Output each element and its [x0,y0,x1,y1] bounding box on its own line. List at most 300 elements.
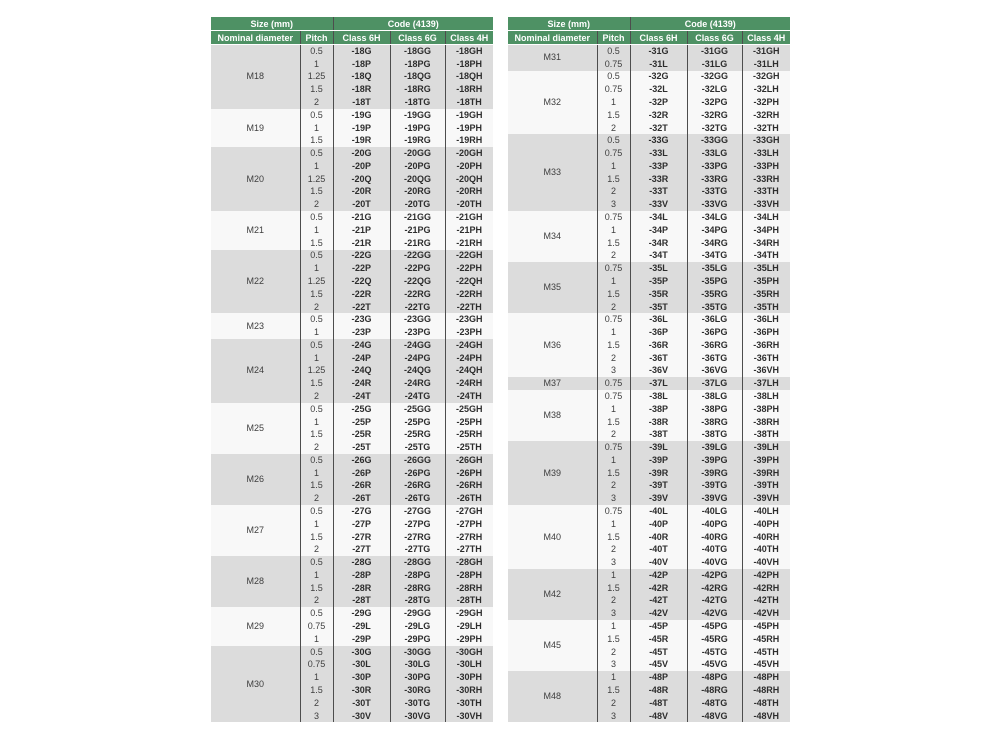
code-6g-cell: -36LG [687,313,742,326]
code-6h-cell: -36V [630,365,687,378]
pitch-cell: 0.5 [300,646,333,659]
code-4h-cell: -22TH [445,301,493,314]
table-row [211,250,493,263]
code-6g-cell: -27GG [390,505,445,518]
size-group-header: Size (mm) [211,17,333,31]
pitch-cell: 0.5 [300,339,333,352]
code-4h-cell: -21PH [445,224,493,237]
code-4h-cell: -26RH [445,480,493,493]
code-6g-cell: -38LG [687,390,742,403]
pitch-cell: 1 [597,569,630,582]
code-6h-cell: -29L [333,620,390,633]
table-row [211,339,493,352]
nominal-diameter-cell: M34 [508,211,597,262]
code-6h-cell: -45V [630,659,687,672]
code-4h-cell: -45TH [742,646,790,659]
code-4h-cell: -28RH [445,582,493,595]
pitch-cell: 2 [597,543,630,556]
code-6g-cell: -30PG [390,671,445,684]
pitch-cell: 2 [597,595,630,608]
col-header-class-6g: Class 6G [390,31,445,45]
code-6h-cell: -48V [630,710,687,723]
code-4h-cell: -38TH [742,428,790,441]
code-6g-cell: -20GG [390,147,445,160]
code-4h-cell: -42RH [742,582,790,595]
code-4h-cell: -22PH [445,262,493,275]
code-4h-cell: -29LH [445,620,493,633]
code-6h-cell: -24P [333,352,390,365]
code-4h-cell: -33GH [742,134,790,147]
pitch-cell: 1.5 [597,684,630,697]
code-6g-cell: -28RG [390,582,445,595]
code-6g-cell: -28TG [390,595,445,608]
code-4h-cell: -42PH [742,569,790,582]
table-row [211,646,493,659]
code-4h-cell: -39RH [742,467,790,480]
code-6h-cell: -35T [630,301,687,314]
code-6g-cell: -29PG [390,633,445,646]
code-4h-cell: -36PH [742,326,790,339]
pitch-cell: 2 [300,96,333,109]
nominal-diameter-cell: M40 [508,505,597,569]
code-6h-cell: -35R [630,288,687,301]
code-4h-cell: -27GH [445,505,493,518]
code-6h-cell: -20T [333,198,390,211]
code-6h-cell: -48R [630,684,687,697]
code-6h-cell: -34T [630,250,687,263]
code-6g-cell: -26TG [390,492,445,505]
code-6g-cell: -32TG [687,122,742,135]
code-6h-cell: -37L [630,377,687,390]
code-6g-cell: -31GG [687,45,742,58]
code-4h-cell: -25TH [445,441,493,454]
code-6h-cell: -26P [333,467,390,480]
code-6h-cell: -31L [630,58,687,71]
code-6h-cell: -25P [333,416,390,429]
code-6g-cell: -42RG [687,582,742,595]
pitch-cell: 3 [597,607,630,620]
code-6h-cell: -45R [630,633,687,646]
code-4h-cell: -21GH [445,211,493,224]
table-row [508,262,790,275]
nominal-diameter-cell: M18 [211,45,300,109]
table-row [508,313,790,326]
pitch-cell: 2 [300,697,333,710]
code-4h-cell: -39PH [742,454,790,467]
code-4h-cell: -18GH [445,45,493,58]
code-6g-cell: -19RG [390,134,445,147]
nominal-diameter-cell: M42 [508,569,597,620]
code-6g-cell: -25RG [390,428,445,441]
pitch-cell: 0.75 [597,313,630,326]
col-header-class-4h: Class 4H [742,31,790,45]
code-6h-cell: -28T [333,595,390,608]
code-6g-cell: -39PG [687,454,742,467]
table-row [508,211,790,224]
pitch-cell: 3 [300,710,333,723]
code-4h-cell: -28GH [445,556,493,569]
nominal-diameter-cell: M19 [211,109,300,147]
pitch-cell: 1.5 [300,428,333,441]
table-body [508,45,790,723]
code-4h-cell: -28PH [445,569,493,582]
code-6g-cell: -27RG [390,531,445,544]
code-6h-cell: -39L [630,441,687,454]
code-4h-cell: -27TH [445,543,493,556]
code-6g-cell: -26RG [390,480,445,493]
code-6g-cell: -22TG [390,301,445,314]
code-6h-cell: -40P [630,518,687,531]
pitch-cell: 1.25 [300,71,333,84]
code-6g-cell: -29LG [390,620,445,633]
code-4h-cell: -18TH [445,96,493,109]
code-6h-cell: -24Q [333,365,390,378]
nominal-diameter-cell: M48 [508,671,597,722]
nominal-diameter-cell: M26 [211,454,300,505]
code-4h-cell: -34PH [742,224,790,237]
table-row [508,505,790,518]
pitch-cell: 0.5 [300,607,333,620]
code-6h-cell: -32L [630,83,687,96]
code-6h-cell: -40T [630,543,687,556]
pitch-cell: 0.75 [597,390,630,403]
code-6g-cell: -19PG [390,122,445,135]
code-6h-cell: -42R [630,582,687,595]
code-4h-cell: -39LH [742,441,790,454]
code-6h-cell: -27P [333,518,390,531]
code-6g-cell: -22RG [390,288,445,301]
col-header-nominal-diameter: Nominal diameter [508,31,597,45]
code-6h-cell: -20P [333,160,390,173]
pitch-cell: 2 [300,198,333,211]
col-header-class-6h: Class 6H [333,31,390,45]
code-4h-cell: -36RH [742,339,790,352]
code-4h-cell: -33PH [742,160,790,173]
pitch-cell: 1 [300,671,333,684]
col-header-class-6h: Class 6H [630,31,687,45]
pitch-cell: 0.5 [300,454,333,467]
pitch-cell: 2 [597,186,630,199]
code-6h-cell: -38R [630,416,687,429]
code-6g-cell: -45TG [687,646,742,659]
code-4h-cell: -23PH [445,326,493,339]
table-row [211,147,493,160]
code-4h-cell: -29GH [445,607,493,620]
code-6g-cell: -25PG [390,416,445,429]
code-4h-cell: -35RH [742,288,790,301]
nominal-diameter-cell: M33 [508,134,597,211]
pitch-cell: 1.25 [300,173,333,186]
code-4h-cell: -22QH [445,275,493,288]
table-row [211,556,493,569]
code-4h-cell: -24QH [445,365,493,378]
table-row [211,211,493,224]
pitch-cell: 1 [300,416,333,429]
code-4h-cell: -45VH [742,659,790,672]
pitch-cell: 1 [597,224,630,237]
code-6h-cell: -38L [630,390,687,403]
code-6g-cell: -18TG [390,96,445,109]
pitch-cell: 1 [597,671,630,684]
code-6h-cell: -40R [630,531,687,544]
code-6h-cell: -38T [630,428,687,441]
code-6h-cell: -27G [333,505,390,518]
code-6h-cell: -21P [333,224,390,237]
pitch-cell: 1.5 [300,134,333,147]
pitch-cell: 0.75 [597,211,630,224]
nominal-diameter-cell: M22 [211,250,300,314]
code-6g-cell: -48TG [687,697,742,710]
code-6g-cell: -18RG [390,83,445,96]
code-6g-cell: -35PG [687,275,742,288]
code-6g-cell: -33GG [687,134,742,147]
code-4h-cell: -35PH [742,275,790,288]
code-6h-cell: -18Q [333,71,390,84]
code-6g-cell: -39TG [687,480,742,493]
nominal-diameter-cell: M38 [508,390,597,441]
code-6g-cell: -42TG [687,595,742,608]
table-header [211,17,493,45]
code-6g-cell: -35LG [687,262,742,275]
code-6g-cell: -32GG [687,71,742,84]
table-row [211,45,493,58]
code-6g-cell: -37LG [687,377,742,390]
nominal-diameter-cell: M36 [508,313,597,377]
code-6h-cell: -33R [630,173,687,186]
code-6g-cell: -18QG [390,71,445,84]
nominal-diameter-cell: M35 [508,262,597,313]
pitch-cell: 1 [300,122,333,135]
code-4h-cell: -30TH [445,697,493,710]
code-6h-cell: -19G [333,109,390,122]
code-6h-cell: -24G [333,339,390,352]
code-4h-cell: -20QH [445,173,493,186]
pitch-cell: 3 [597,659,630,672]
pitch-cell: 0.75 [597,377,630,390]
code-6h-cell: -33P [630,160,687,173]
code-6h-cell: -33V [630,198,687,211]
pitch-cell: 1.5 [597,416,630,429]
code-6g-cell: -19GG [390,109,445,122]
code-6h-cell: -48P [630,671,687,684]
code-4h-cell: -24PH [445,352,493,365]
code-6h-cell: -27T [333,543,390,556]
pitch-cell: 1 [300,224,333,237]
code-4h-cell: -33VH [742,198,790,211]
code-6g-cell: -23PG [390,326,445,339]
pitch-cell: 1.5 [597,109,630,122]
code-4h-cell: -40LH [742,505,790,518]
code-4h-cell: -26TH [445,492,493,505]
pitch-cell: 1.5 [597,633,630,646]
pitch-cell: 1.5 [597,339,630,352]
pitch-cell: 1 [597,518,630,531]
code-6h-cell: -28G [333,556,390,569]
code-6g-cell: -20RG [390,186,445,199]
pitch-cell: 1 [300,518,333,531]
table-row [211,313,493,326]
pitch-cell: 1.5 [597,582,630,595]
pitch-cell: 1 [597,96,630,109]
table-row [211,607,493,620]
group-header-row [211,17,493,31]
pitch-cell: 1 [597,160,630,173]
code-6g-cell: -33PG [687,160,742,173]
code-6h-cell: -30T [333,697,390,710]
pitch-cell: 0.5 [597,71,630,84]
code-6g-cell: -45PG [687,620,742,633]
table-row [211,109,493,122]
code-6g-cell: -28PG [390,569,445,582]
code-6g-cell: -30RG [390,684,445,697]
code-6h-cell: -33T [630,186,687,199]
code-6g-cell: -24RG [390,377,445,390]
table-row [508,390,790,403]
pitch-cell: 2 [300,441,333,454]
code-6g-cell: -31LG [687,58,742,71]
code-6g-cell: -24QG [390,365,445,378]
code-4h-cell: -21RH [445,237,493,250]
code-4h-cell: -48TH [742,697,790,710]
code-4h-cell: -24GH [445,339,493,352]
table-row [508,441,790,454]
table-row [508,620,790,633]
code-6g-cell: -40VG [687,556,742,569]
code-6h-cell: -34R [630,237,687,250]
code-6g-cell: -28GG [390,556,445,569]
code-6h-cell: -20G [333,147,390,160]
code-4h-cell: -20RH [445,186,493,199]
code-6g-cell: -21PG [390,224,445,237]
code-4h-cell: -36TH [742,352,790,365]
pitch-cell: 2 [597,122,630,135]
code-4h-cell: -38LH [742,390,790,403]
pitch-cell: 3 [597,365,630,378]
table-row [508,569,790,582]
code-6g-cell: -40PG [687,518,742,531]
code-6h-cell: -26R [333,480,390,493]
pitch-cell: 1.5 [300,582,333,595]
code-6h-cell: -35P [630,275,687,288]
code-6g-cell: -22QG [390,275,445,288]
code-6g-cell: -26GG [390,454,445,467]
code-6h-cell: -25G [333,403,390,416]
pitch-cell: 1 [597,326,630,339]
nominal-diameter-cell: M24 [211,339,300,403]
code-4h-cell: -45PH [742,620,790,633]
code-6h-cell: -32G [630,71,687,84]
code-6g-cell: -24GG [390,339,445,352]
code-6h-cell: -30R [333,684,390,697]
code-4h-cell: -33RH [742,173,790,186]
pitch-cell: 1.5 [597,288,630,301]
code-6g-cell: -48RG [687,684,742,697]
code-6g-cell: -34RG [687,237,742,250]
code-6h-cell: -30G [333,646,390,659]
code-4h-cell: -34LH [742,211,790,224]
code-group-header: Code (4139) [630,17,790,31]
code-6g-cell: -48VG [687,710,742,723]
code-6g-cell: -38TG [687,428,742,441]
code-4h-cell: -18RH [445,83,493,96]
code-6h-cell: -36P [630,326,687,339]
nominal-diameter-cell: M45 [508,620,597,671]
pitch-cell: 1 [597,403,630,416]
nominal-diameter-cell: M25 [211,403,300,454]
code-4h-cell: -35LH [742,262,790,275]
pitch-cell: 1.5 [597,467,630,480]
code-6h-cell: -30P [333,671,390,684]
code-6g-cell: -40TG [687,543,742,556]
nominal-diameter-cell: M23 [211,313,300,339]
code-4h-cell: -26PH [445,467,493,480]
col-header-pitch: Pitch [597,31,630,45]
col-header-class-4h: Class 4H [445,31,493,45]
code-6h-cell: -30V [333,710,390,723]
code-6h-cell: -42V [630,607,687,620]
pitch-cell: 0.5 [300,45,333,58]
pitch-cell: 2 [300,390,333,403]
code-6g-cell: -24PG [390,352,445,365]
pitch-cell: 0.75 [300,620,333,633]
code-4h-cell: -40RH [742,531,790,544]
pitch-cell: 1.5 [597,173,630,186]
pitch-cell: 0.5 [300,147,333,160]
pitch-cell: 0.75 [597,441,630,454]
code-4h-cell: -36VH [742,365,790,378]
pitch-cell: 2 [597,301,630,314]
code-6h-cell: -21G [333,211,390,224]
pitch-cell: 1.25 [300,275,333,288]
code-6h-cell: -20R [333,186,390,199]
pitch-cell: 1.5 [300,186,333,199]
pitch-cell: 1 [300,352,333,365]
code-4h-cell: -18QH [445,71,493,84]
code-4h-cell: -30GH [445,646,493,659]
code-6h-cell: -28R [333,582,390,595]
code-4h-cell: -48VH [742,710,790,723]
col-header-pitch: Pitch [300,31,333,45]
pitch-cell: 0.5 [597,45,630,58]
pitch-cell: 0.5 [300,505,333,518]
code-6g-cell: -34PG [687,224,742,237]
code-6g-cell: -39VG [687,492,742,505]
code-6g-cell: -33VG [687,198,742,211]
code-6g-cell: -48PG [687,671,742,684]
code-4h-cell: -20TH [445,198,493,211]
code-4h-cell: -25PH [445,416,493,429]
code-4h-cell: -28TH [445,595,493,608]
code-6h-cell: -23P [333,326,390,339]
table-row [508,134,790,147]
code-6h-cell: -39V [630,492,687,505]
code-6h-cell: -40V [630,556,687,569]
pitch-cell: 2 [597,352,630,365]
pitch-cell: 0.75 [597,505,630,518]
pitch-cell: 1.5 [300,237,333,250]
nominal-diameter-cell: M32 [508,71,597,135]
code-6g-cell: -40LG [687,505,742,518]
code-6g-cell: -26PG [390,467,445,480]
pitch-cell: 2 [300,595,333,608]
code-6g-cell: -36RG [687,339,742,352]
code-4h-cell: -31LH [742,58,790,71]
code-6g-cell: -30TG [390,697,445,710]
code-6h-cell: -22P [333,262,390,275]
code-6h-cell: -33G [630,134,687,147]
col-header-class-6g: Class 6G [687,31,742,45]
pitch-cell: 3 [597,710,630,723]
